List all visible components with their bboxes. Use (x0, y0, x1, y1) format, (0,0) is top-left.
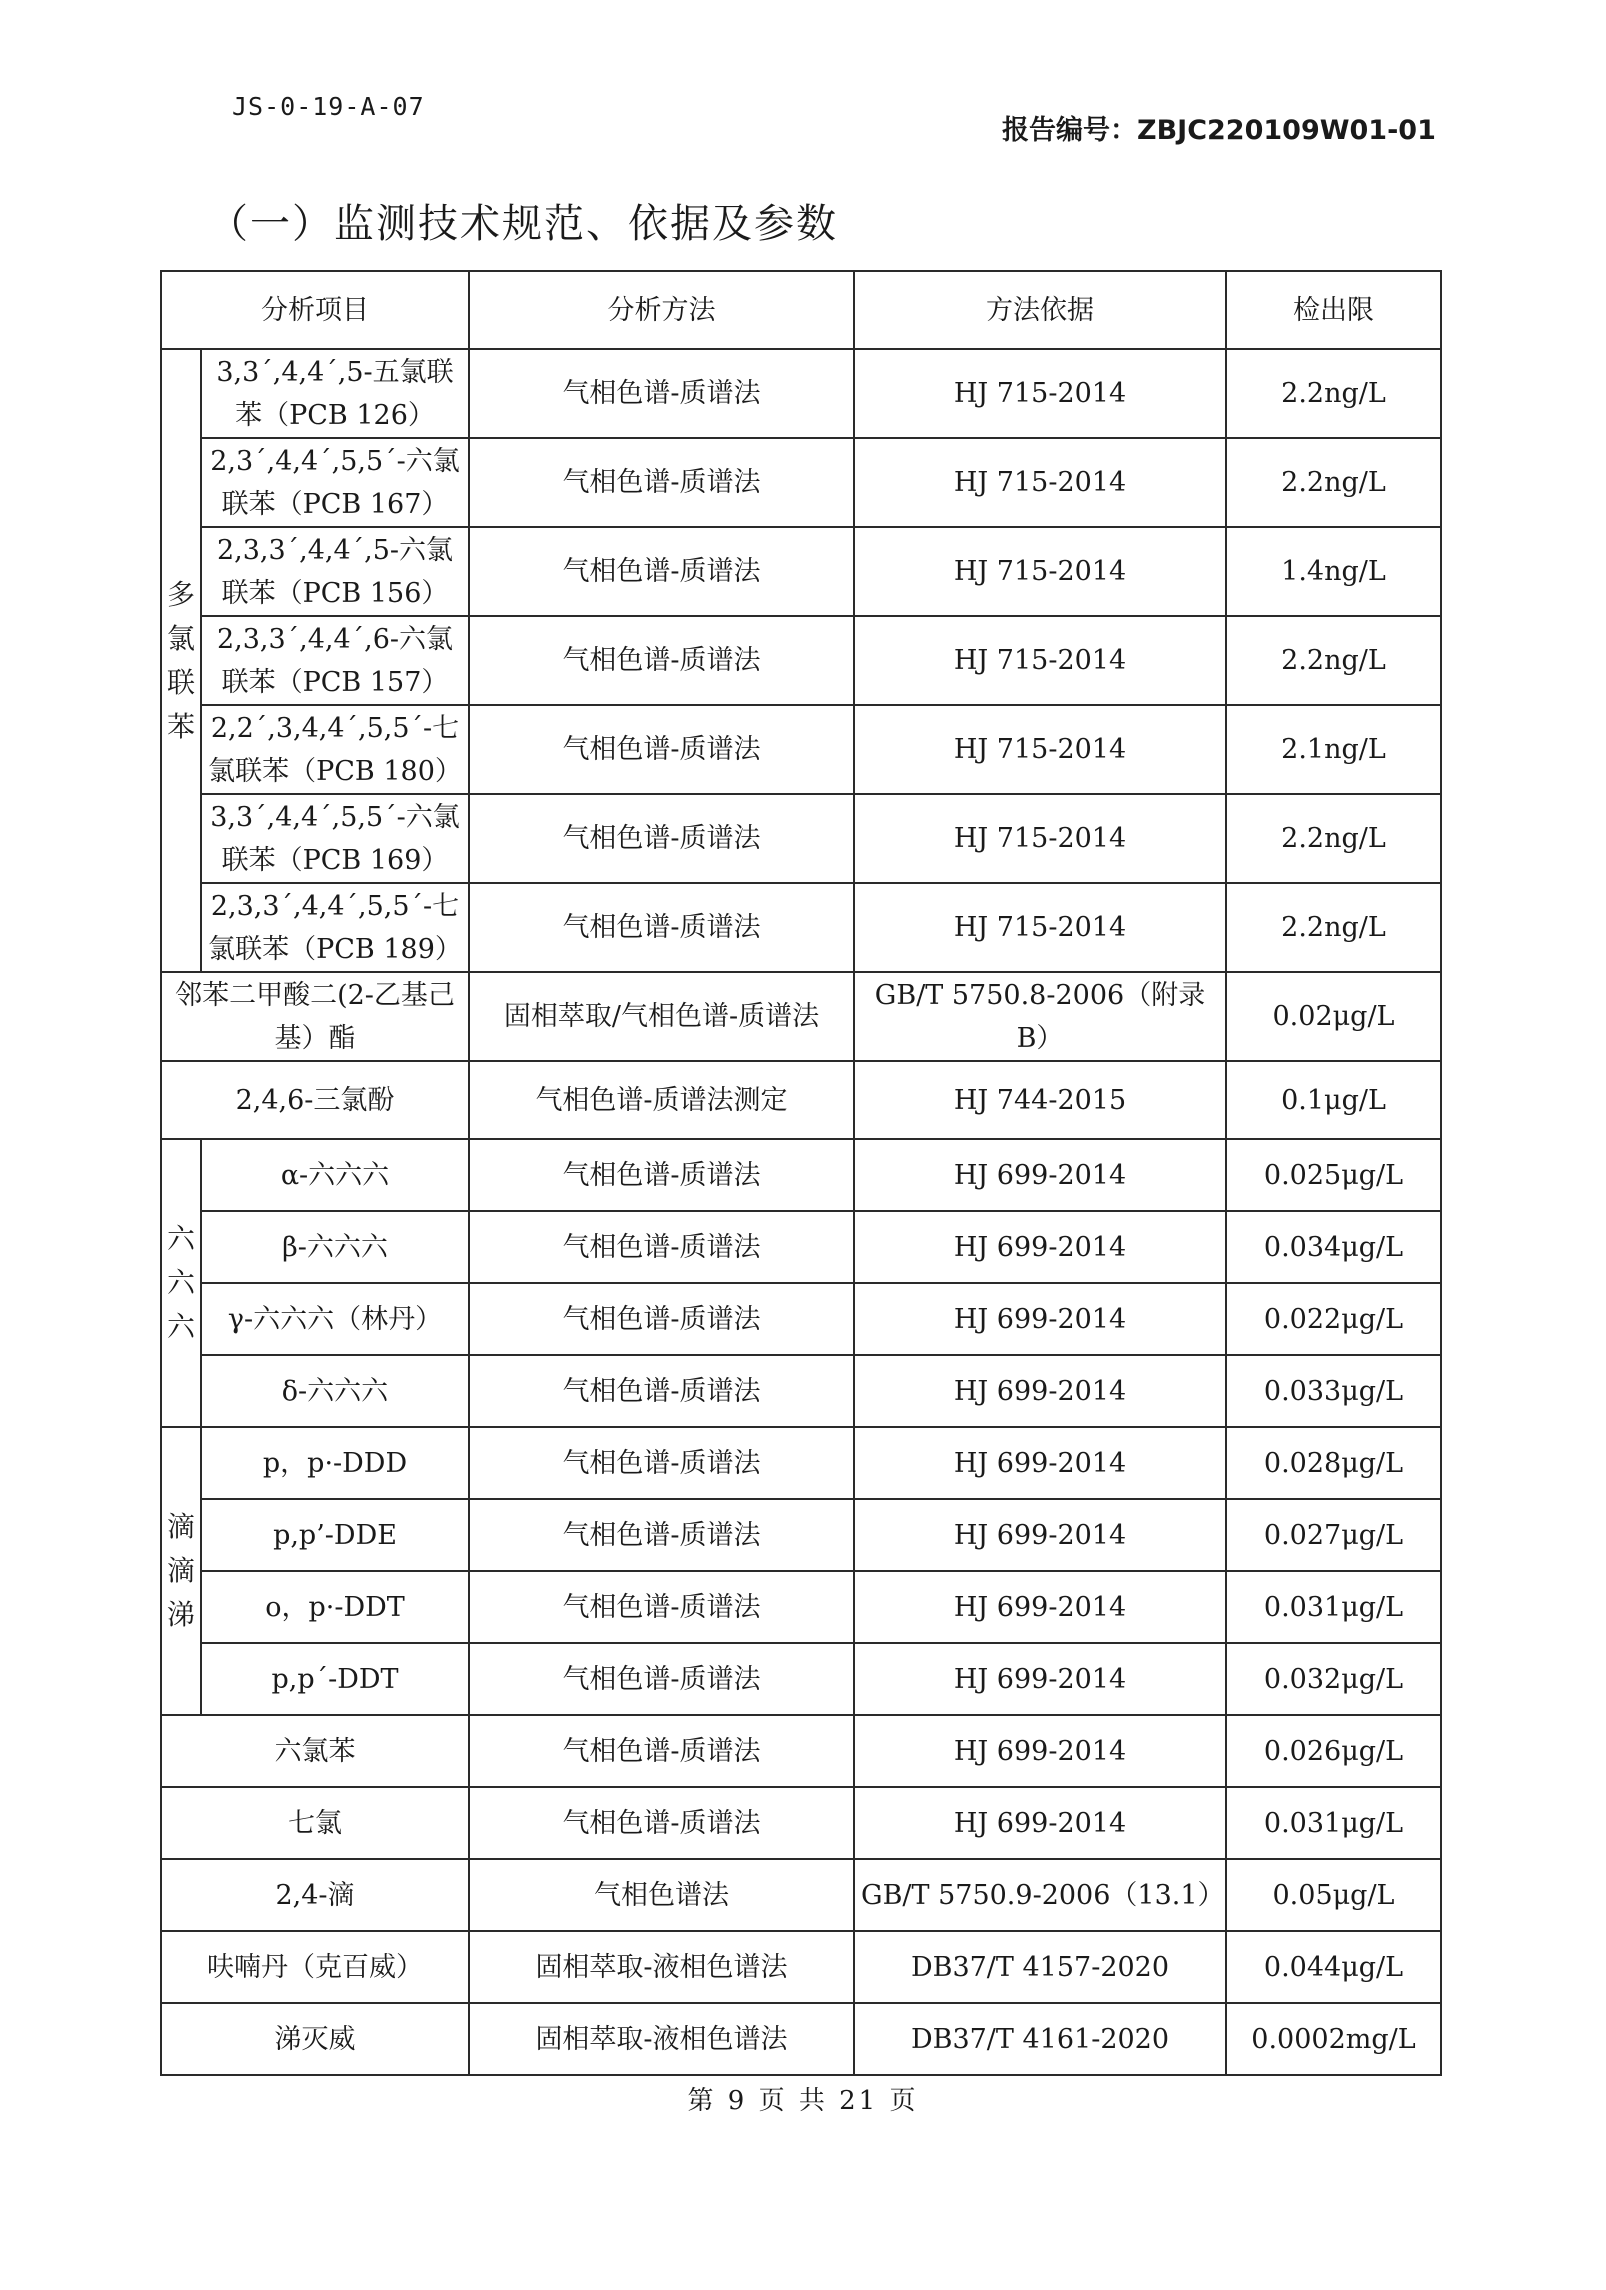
item-cell: p，p·-DDD (201, 1427, 469, 1499)
method-cell: 气相色谱-质谱法 (469, 616, 854, 705)
item-cell: p,p´-DDT (201, 1643, 469, 1715)
limit-cell: 0.034μg/L (1226, 1211, 1441, 1283)
column-header: 分析项目 (161, 271, 469, 349)
limit-cell: 0.022μg/L (1226, 1283, 1441, 1355)
item-cell: β-六六六 (201, 1211, 469, 1283)
group-label-text: 六六六 (166, 1222, 195, 1343)
basis-cell: HJ 699-2014 (854, 1211, 1226, 1283)
table-row (161, 1211, 1441, 1283)
item-cell: 2,3,3´,4,4´,5-六氯联苯（PCB 156） (201, 527, 469, 616)
item-cell: o，p·-DDT (201, 1571, 469, 1643)
basis-cell: HJ 715-2014 (854, 438, 1226, 527)
page-number: 第 9 页 共 21 页 (687, 2086, 919, 2116)
method-cell: 气相色谱-质谱法 (469, 1499, 854, 1571)
limit-cell: 0.025μg/L (1226, 1139, 1441, 1211)
item-cell: p,p’-DDE (201, 1499, 469, 1571)
basis-cell: DB37/T 4157-2020 (854, 1931, 1226, 2003)
method-cell: 气相色谱-质谱法 (469, 1211, 854, 1283)
table-row (161, 794, 1441, 883)
group-label-ddt (161, 1427, 201, 1715)
table-row (161, 1715, 1441, 1787)
methods-table (160, 270, 1442, 2076)
basis-cell: HJ 744-2015 (854, 1061, 1226, 1139)
limit-cell: 2.2ng/L (1226, 883, 1441, 972)
method-cell: 固相萃取/气相色谱-质谱法 (469, 972, 854, 1061)
limit-cell: 0.02μg/L (1226, 972, 1441, 1061)
basis-cell: HJ 699-2014 (854, 1715, 1226, 1787)
basis-cell: HJ 699-2014 (854, 1571, 1226, 1643)
table-row (161, 349, 1441, 438)
item-cell: 呋喃丹（克百威） (161, 1931, 469, 2003)
basis-cell: HJ 699-2014 (854, 1643, 1226, 1715)
table-row (161, 705, 1441, 794)
group-label-text: 滴滴涕 (166, 1510, 195, 1631)
item-cell: γ-六六六（林丹） (201, 1283, 469, 1355)
basis-cell: HJ 715-2014 (854, 794, 1226, 883)
method-cell: 气相色谱-质谱法 (469, 794, 854, 883)
item-cell: 七氯 (161, 1787, 469, 1859)
item-cell: 2,3,3´,4,4´,5,5´-七氯联苯（PCB 189） (201, 883, 469, 972)
table-header-row (161, 271, 1441, 349)
basis-cell: HJ 699-2014 (854, 1499, 1226, 1571)
limit-cell: 0.028μg/L (1226, 1427, 1441, 1499)
basis-cell: HJ 715-2014 (854, 883, 1226, 972)
table-row (161, 1355, 1441, 1427)
method-cell: 气相色谱-质谱法 (469, 438, 854, 527)
table-row (161, 2003, 1441, 2075)
section-title: （一）监测技术规范、依据及参数 (208, 201, 838, 247)
method-cell: 气相色谱-质谱法 (469, 527, 854, 616)
table-row (161, 972, 1441, 1061)
basis-cell: HJ 699-2014 (854, 1787, 1226, 1859)
table-row (161, 1499, 1441, 1571)
limit-cell: 0.0002mg/L (1226, 2003, 1441, 2075)
method-cell: 气相色谱-质谱法 (469, 1571, 854, 1643)
item-cell: 涕灭威 (161, 2003, 469, 2075)
basis-cell: HJ 715-2014 (854, 616, 1226, 705)
method-cell: 固相萃取-液相色谱法 (469, 2003, 854, 2075)
limit-cell: 0.027μg/L (1226, 1499, 1441, 1571)
limit-cell: 0.1μg/L (1226, 1061, 1441, 1139)
column-header: 方法依据 (854, 271, 1226, 349)
item-cell: 2,3´,4,4´,5,5´-六氯联苯（PCB 167） (201, 438, 469, 527)
item-cell: 邻苯二甲酸二(2-乙基己基）酯 (161, 972, 469, 1061)
report-number: 报告编号：ZBJC220109W01-01 (1002, 115, 1436, 146)
basis-cell: HJ 699-2014 (854, 1355, 1226, 1427)
column-header: 分析方法 (469, 271, 854, 349)
basis-cell: GB/T 5750.8-2006（附录 B） (854, 972, 1226, 1061)
table-row (161, 1427, 1441, 1499)
group-label-pcb (161, 349, 201, 972)
limit-cell: 0.044μg/L (1226, 1931, 1441, 2003)
basis-cell: DB37/T 4161-2020 (854, 2003, 1226, 2075)
limit-cell: 2.1ng/L (1226, 705, 1441, 794)
limit-cell: 2.2ng/L (1226, 349, 1441, 438)
limit-cell: 0.032μg/L (1226, 1643, 1441, 1715)
method-cell: 气相色谱-质谱法测定 (469, 1061, 854, 1139)
table-row (161, 616, 1441, 705)
item-cell: 2,2´,3,4,4´,5,5´-七氯联苯（PCB 180） (201, 705, 469, 794)
table-row (161, 1643, 1441, 1715)
item-cell: 2,4,6-三氯酚 (161, 1061, 469, 1139)
table-row (161, 1787, 1441, 1859)
item-cell: 3,3´,4,4´,5-五氯联苯（PCB 126） (201, 349, 469, 438)
table-row (161, 1859, 1441, 1931)
table-row (161, 438, 1441, 527)
limit-cell: 0.026μg/L (1226, 1715, 1441, 1787)
basis-cell: HJ 699-2014 (854, 1427, 1226, 1499)
limit-cell: 0.033μg/L (1226, 1355, 1441, 1427)
basis-cell: HJ 699-2014 (854, 1283, 1226, 1355)
item-cell: 2,3,3´,4,4´,6-六氯联苯（PCB 157） (201, 616, 469, 705)
document-code: JS-0-19-A-07 (232, 92, 425, 121)
method-cell: 气相色谱-质谱法 (469, 1283, 854, 1355)
table-row (161, 527, 1441, 616)
limit-cell: 0.05μg/L (1226, 1859, 1441, 1931)
method-cell: 气相色谱-质谱法 (469, 883, 854, 972)
group-label-text: 多氯联苯 (166, 577, 195, 743)
method-cell: 气相色谱-质谱法 (469, 349, 854, 438)
item-cell: 2,4-滴 (161, 1859, 469, 1931)
limit-cell: 0.031μg/L (1226, 1571, 1441, 1643)
basis-cell: HJ 715-2014 (854, 705, 1226, 794)
table-row (161, 1283, 1441, 1355)
method-cell: 固相萃取-液相色谱法 (469, 1931, 854, 2003)
item-cell: 3,3´,4,4´,5,5´-六氯联苯（PCB 169） (201, 794, 469, 883)
limit-cell: 0.031μg/L (1226, 1787, 1441, 1859)
methods-table-container (160, 270, 1440, 2076)
item-cell: α-六六六 (201, 1139, 469, 1211)
limit-cell: 2.2ng/L (1226, 794, 1441, 883)
limit-cell: 2.2ng/L (1226, 438, 1441, 527)
limit-cell: 2.2ng/L (1226, 616, 1441, 705)
method-cell: 气相色谱-质谱法 (469, 1139, 854, 1211)
method-cell: 气相色谱-质谱法 (469, 1643, 854, 1715)
item-cell: δ-六六六 (201, 1355, 469, 1427)
basis-cell: HJ 715-2014 (854, 349, 1226, 438)
basis-cell: HJ 699-2014 (854, 1139, 1226, 1211)
method-cell: 气相色谱-质谱法 (469, 1787, 854, 1859)
table-row (161, 1139, 1441, 1211)
limit-cell: 1.4ng/L (1226, 527, 1441, 616)
column-header: 检出限 (1226, 271, 1441, 349)
table-row (161, 1931, 1441, 2003)
method-cell: 气相色谱-质谱法 (469, 1427, 854, 1499)
basis-cell: HJ 715-2014 (854, 527, 1226, 616)
method-cell: 气相色谱-质谱法 (469, 705, 854, 794)
table-row (161, 883, 1441, 972)
item-cell: 六氯苯 (161, 1715, 469, 1787)
table-row (161, 1571, 1441, 1643)
basis-cell: GB/T 5750.9-2006（13.1） (854, 1859, 1226, 1931)
method-cell: 气相色谱-质谱法 (469, 1355, 854, 1427)
table-row (161, 1061, 1441, 1139)
method-cell: 气相色谱法 (469, 1859, 854, 1931)
method-cell: 气相色谱-质谱法 (469, 1715, 854, 1787)
group-label-hch (161, 1139, 201, 1427)
